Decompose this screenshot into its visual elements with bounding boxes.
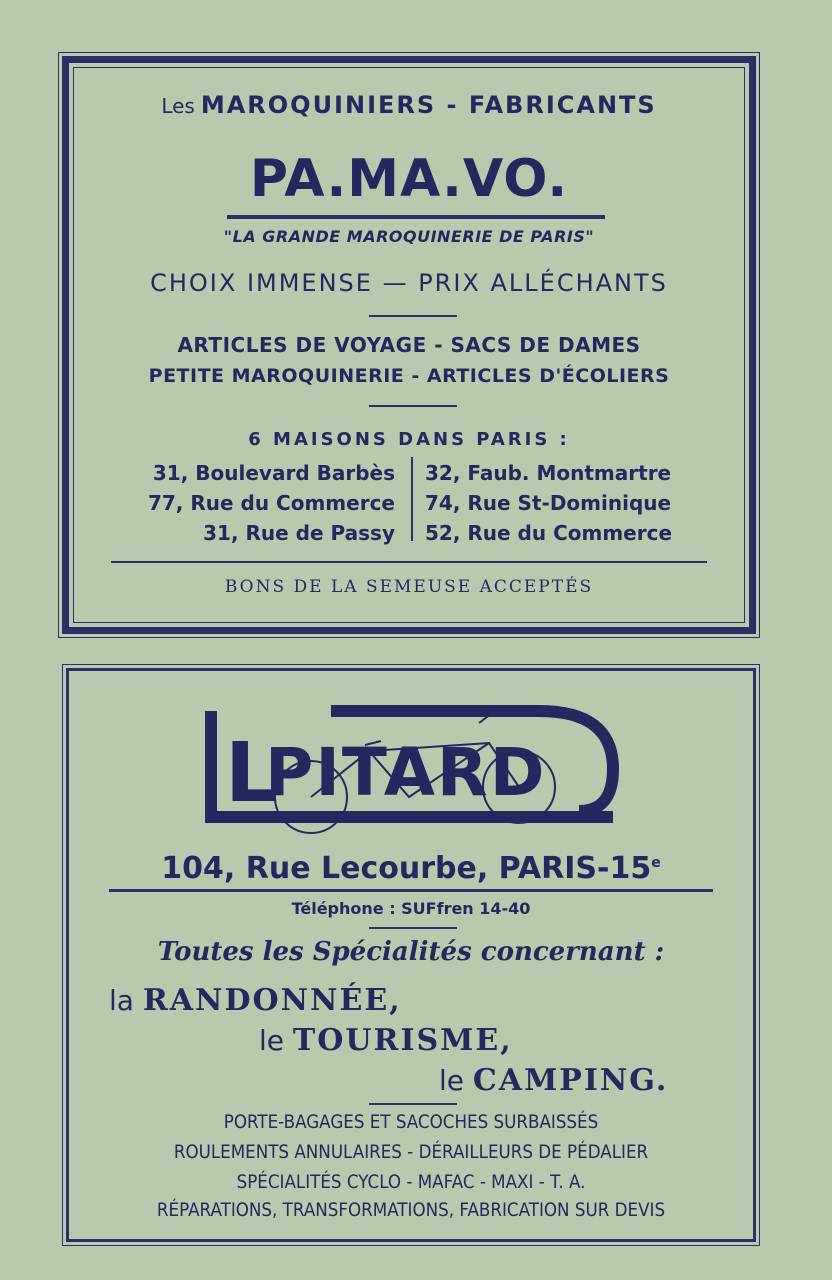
activity-prefix: le [259,1024,285,1057]
pitard-line-1: PORTE-BAGAGES ET SACOCHES SURBAISSÉS [223,1111,599,1133]
address-underline [109,889,713,892]
pitard-logo [69,671,753,847]
activity-keyword: CAMPING. [472,1063,669,1098]
pamavo-articles-line-2: PETITE MAROQUINERIE - ARTICLES D'ÉCOLIERS [148,365,670,387]
pitard-phone: Téléphone : SUFfren 14-40 [291,899,531,918]
address-left-3: 31, Rue de Passy [203,521,395,545]
pamavo-slogan: CHOIX IMMENSE — PRIX ALLÉCHANTS [150,269,668,297]
pamavo-brand-underline [227,215,605,219]
activity-camping [439,1063,668,1098]
divider [369,405,457,407]
address-left-1: 31, Boulevard Barbès [152,461,395,485]
divider [369,1103,457,1105]
address-left-2: 77, Rue du Commerce [147,491,395,515]
pamavo-articles-line-1: ARTICLES DE VOYAGE - SACS DE DAMES [177,333,641,357]
divider [111,561,707,563]
pamavo-maisons-heading: 6 MAISONS DANS PARIS : [248,429,570,450]
pamavo-intro [69,91,749,119]
pitard-line-2: ROULEMENTS ANNULAIRES - DÉRAILLEURS DE PÉDALIER [173,1141,649,1163]
activity-tourisme [259,1023,513,1058]
pamavo-tagline: "LA GRANDE MAROQUINERIE DE PARIS" [223,227,595,246]
pamavo-bons-notice: BONS DE LA SEMEUSE ACCEPTÉS [224,577,594,597]
pitard-address [69,851,753,886]
address-column-separator [411,457,413,541]
pitard-advertisement [66,668,756,1242]
address-right-2: 74, Rue St-Dominique [425,491,672,515]
activity-prefix: la [109,984,134,1017]
pitard-line-4: RÉPARATIONS, TRANSFORMATIONS, FABRICATION SUR DEVIS [156,1199,666,1221]
pamavo-intro-text: MAROQUINIERS - FABRICANTS [200,91,657,119]
logo-initial: L [225,726,276,821]
pamavo-brand: PA.MA.VO. [249,149,569,209]
pitard-address-sup: e [651,855,661,871]
activity-randonnee [109,983,402,1018]
activity-keyword: TOURISME, [292,1023,513,1058]
pitard-line-3: SPÉCIALITÉS CYCLO - MAFAC - MAXI - T. A. [236,1171,586,1193]
pamavo-advertisement [62,56,756,634]
divider [369,315,457,317]
activity-keyword: RANDONNÉE, [142,983,402,1018]
address-right-1: 32, Faub. Montmartre [425,461,672,485]
activity-prefix: le [439,1064,465,1097]
address-right-3: 52, Rue du Commerce [425,521,673,545]
logo-wordmark: PITARD [265,734,547,811]
pitard-address-text: 104, Rue Lecourbe, PARIS-15 [161,851,652,886]
divider [369,927,457,929]
pitard-specialites: Toutes les Spécialités concernant : [157,937,665,967]
pamavo-intro-small: Les [161,94,195,118]
